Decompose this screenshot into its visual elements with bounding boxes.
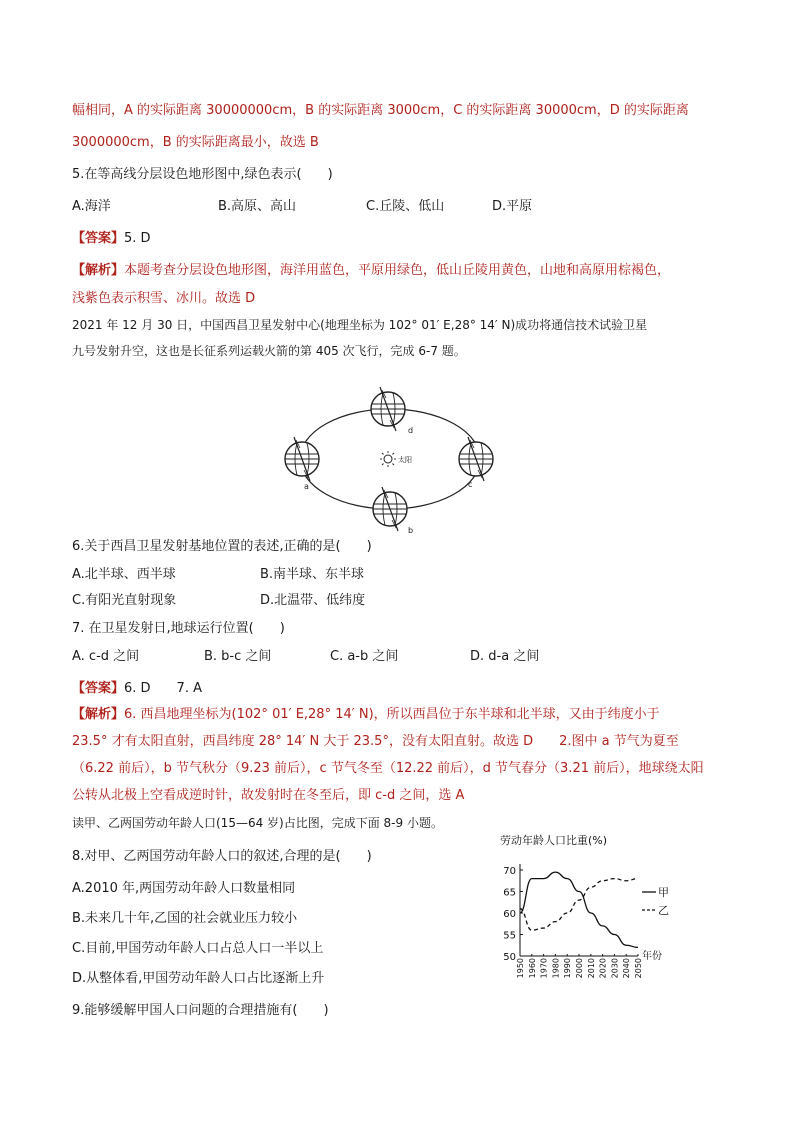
- x-tick-label: 1990: [563, 958, 573, 979]
- y-tick-label: 60: [503, 909, 516, 920]
- explanation-5-line1: [72, 262, 670, 280]
- answer-label: 【答案】: [72, 681, 125, 696]
- q5-option-b: B.高原、高山: [218, 199, 297, 214]
- x-tick-label: 2040: [622, 958, 632, 979]
- explanation-label: 【解析】: [72, 707, 125, 722]
- answer-label: 【答案】: [72, 231, 125, 246]
- explanation-label: 【解析】: [72, 263, 125, 278]
- q8-option-c: C.目前,甲国劳动年龄人口占总人口一半以上: [72, 941, 324, 956]
- label-a: a: [304, 482, 309, 491]
- x-tick-label: 2020: [598, 958, 608, 979]
- answer-6-7: [72, 680, 202, 698]
- y-tick-label: 55: [503, 930, 516, 942]
- q5-option-a: A.海洋: [72, 199, 111, 214]
- x-axis-label: 年份: [642, 951, 662, 962]
- sun-icon: [380, 451, 396, 467]
- q8-option-a: A.2010 年,两国劳动年龄人口数量相同: [72, 881, 296, 896]
- q7-option-a: A. c-d 之间: [72, 649, 140, 664]
- explanation-6-7-line4: 公转从北极上空看成逆时针，故发射时在冬至后，即 c-d 之间，选 A: [72, 788, 465, 803]
- q6-option-b: B.南半球、东半球: [260, 567, 365, 582]
- q8-option-b: B.未来几十年,乙国的社会就业压力较小: [72, 911, 298, 926]
- series-line-jia: [520, 872, 638, 947]
- earth-position-a: [285, 437, 319, 481]
- answer-5: [72, 230, 151, 248]
- y-tick-label: 70: [503, 866, 516, 877]
- intro-6-7-line2: 九号发射升空，这也是长征系列运载火箭的第 405 次飞行，完成 6-7 题。: [72, 344, 466, 358]
- x-tick-label: 2030: [610, 958, 620, 979]
- series-line-yi: [520, 879, 638, 931]
- explanation-text: 6. 西昌地理坐标为(102° 01′ E,28° 14′ N)，所以西昌位于东半球和北半球，又由于纬度小于: [124, 707, 660, 722]
- label-b: b: [408, 526, 414, 535]
- earth-orbit-diagram: [280, 385, 500, 535]
- q7-option-b: B. b-c 之间: [204, 649, 272, 664]
- q5-option-d: D.平原: [492, 199, 533, 214]
- legend-label: 乙: [658, 904, 669, 917]
- question-7: 7. 在卫星发射日,地球运行位置( ): [72, 621, 285, 636]
- x-tick-label: 1970: [539, 958, 549, 979]
- explanation-6-7-line2: 23.5° 才有太阳直射，西昌纬度 28° 14′ N 大于 23.5°，没有太阳直射。故选 D 2.图中 a 节气为夏至: [72, 734, 679, 749]
- q7-option-d: D. d-a 之间: [470, 649, 540, 664]
- x-tick-label: 1960: [527, 958, 537, 979]
- explanation-6-7-line3: （6.22 前后），b 节气秋分（9.23 前后），c 节气冬至（12.22 前后），d 节气春分（3.21 前后），地球绕太阳: [72, 761, 704, 776]
- x-tick-label: 1980: [551, 958, 561, 979]
- explanation-6-7-line1: [72, 706, 660, 724]
- question-8: 8.对甲、乙两国劳动年龄人口的叙述,合理的是( ): [72, 849, 372, 864]
- explanation-text: 本题考查分层设色地形图，海洋用蓝色，平原用绿色，低山丘陵用黄色，山地和高原用棕褐色，: [124, 263, 671, 278]
- chart-title: 劳动年龄人口比重(%): [500, 834, 608, 847]
- explanation-5-line2: 浅紫色表示积雪、冰川。故选 D: [72, 291, 256, 306]
- q6-option-d: D.北温带、低纬度: [260, 593, 366, 608]
- question-9: 9.能够缓解甲国人口问题的合理措施有( ): [72, 1003, 329, 1018]
- label-d: d: [408, 426, 414, 435]
- intro-8-9: 读甲、乙两国劳动年龄人口(15—64 岁)占比图，完成下面 8-9 小题。: [72, 816, 443, 830]
- question-6: 6.关于西昌卫星发射基地位置的表述,正确的是( ): [72, 539, 372, 554]
- q6-option-c: C.有阳光直射现象: [72, 593, 177, 608]
- sun-label: 太阳: [398, 456, 412, 464]
- y-tick-label: 50: [503, 952, 516, 963]
- earth-position-d: [371, 387, 405, 431]
- x-tick-label: 2050: [634, 958, 643, 979]
- q6-option-a: A.北半球、西半球: [72, 567, 176, 582]
- legend-label: 甲: [658, 886, 669, 899]
- earth-position-b: [373, 487, 407, 531]
- x-tick-label: 1950: [516, 958, 525, 979]
- labor-age-population-chart: [490, 830, 700, 990]
- q5-option-c: C.丘陵、低山: [366, 199, 445, 214]
- question-5: 5.在等高线分层设色地形图中,绿色表示( ): [72, 167, 333, 182]
- earth-position-c: [459, 437, 493, 481]
- answer-value: 5. D: [124, 231, 151, 246]
- intro-6-7-line1: 2021 年 12 月 30 日，中国西昌卫星发射中心(地理坐标为 102° 01′ E,28° 14′ N)成功将通信技术试验卫星: [72, 318, 648, 332]
- prev-explanation-line2: 3000000cm，B 的实际距离最小，故选 B: [72, 135, 319, 150]
- answer-value: 6. D 7. A: [124, 681, 202, 696]
- label-c: c: [468, 480, 473, 489]
- x-tick-label: 2000: [575, 958, 584, 979]
- q7-option-c: C. a-b 之间: [330, 649, 399, 664]
- prev-explanation-line1: 幅相同，A 的实际距离 30000000cm，B 的实际距离 3000cm，C 的实际距离 30000cm，D 的实际距离: [72, 103, 689, 118]
- q8-option-d: D.从整体看,甲国劳动年龄人口占比逐渐上升: [72, 971, 325, 986]
- y-tick-label: 65: [503, 887, 516, 899]
- x-tick-label: 2010: [586, 958, 596, 979]
